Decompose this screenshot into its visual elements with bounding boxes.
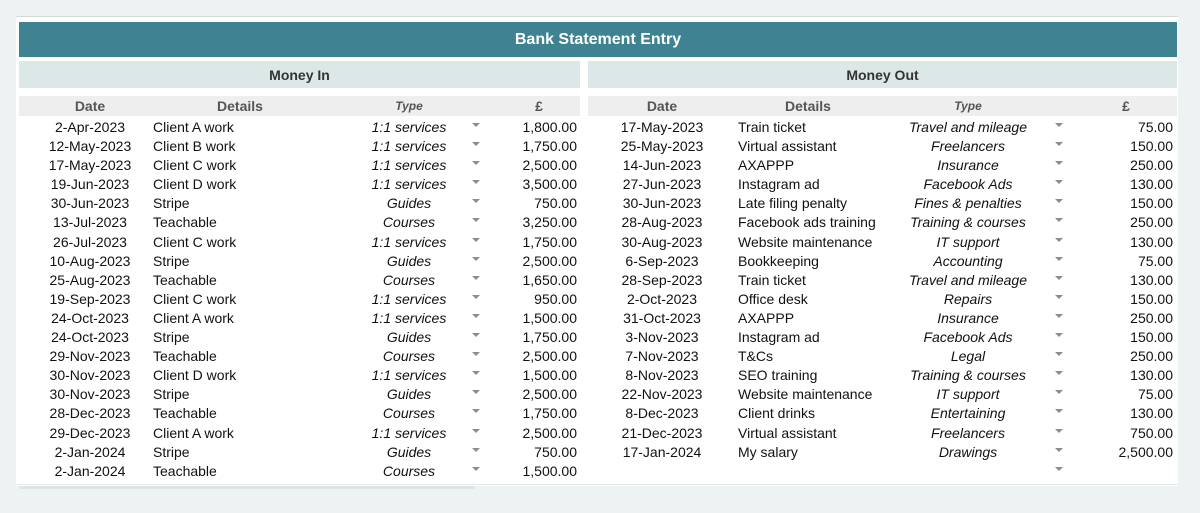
table-row[interactable]: [588, 156, 1177, 175]
table-row[interactable]: [19, 366, 580, 385]
table-row[interactable]: [19, 462, 580, 481]
date-cell[interactable]: 17-Jan-2024: [622, 443, 702, 460]
dropdown-arrow-icon[interactable]: [472, 314, 480, 318]
details-cell[interactable]: Teachable: [153, 271, 217, 288]
type-dropdown-cell[interactable]: 1:1 services: [371, 176, 447, 193]
horizontal-scrollbar[interactable]: [19, 486, 475, 489]
table-row[interactable]: [588, 366, 1177, 385]
details-cell[interactable]: Office desk: [738, 290, 808, 307]
type-dropdown-cell[interactable]: 1:1 services: [371, 309, 447, 326]
type-dropdown-cell[interactable]: Drawings: [938, 443, 998, 460]
amount-cell[interactable]: 2,500.00: [522, 157, 577, 174]
type-dropdown-cell[interactable]: Accounting: [933, 252, 1003, 269]
date-cell[interactable]: 28-Dec-2023: [49, 405, 131, 422]
date-cell[interactable]: 19-Sep-2023: [49, 290, 131, 307]
date-cell[interactable]: 29-Nov-2023: [49, 348, 131, 365]
dropdown-arrow-icon[interactable]: [472, 409, 480, 413]
details-cell[interactable]: Instagram ad: [738, 329, 820, 346]
type-dropdown-cell[interactable]: Legal: [950, 348, 986, 365]
dropdown-arrow-icon[interactable]: [1055, 257, 1063, 261]
details-cell[interactable]: SEO training: [738, 367, 818, 384]
dropdown-arrow-icon[interactable]: [472, 371, 480, 375]
details-cell[interactable]: Client C work: [153, 290, 237, 307]
type-dropdown-cell[interactable]: Freelancers: [931, 138, 1005, 155]
details-cell[interactable]: Stripe: [153, 443, 190, 460]
dropdown-arrow-icon[interactable]: [1055, 314, 1063, 318]
type-dropdown-cell[interactable]: Entertaining: [930, 405, 1006, 422]
dropdown-arrow-icon[interactable]: [1055, 333, 1063, 337]
details-cell[interactable]: Stripe: [153, 195, 190, 212]
dropdown-arrow-icon[interactable]: [472, 142, 480, 146]
details-cell[interactable]: Client C work: [153, 157, 237, 174]
date-cell[interactable]: 19-Jun-2023: [50, 176, 130, 193]
table-row[interactable]: [588, 443, 1177, 462]
details-cell[interactable]: Client A work: [153, 424, 234, 441]
table-row[interactable]: [588, 347, 1177, 366]
table-row[interactable]: [588, 290, 1177, 309]
details-cell[interactable]: AXAPPP: [738, 157, 795, 174]
dropdown-arrow-icon[interactable]: [472, 333, 480, 337]
type-dropdown-cell[interactable]: Freelancers: [931, 424, 1005, 441]
details-cell[interactable]: Train ticket: [738, 119, 806, 135]
date-cell[interactable]: 21-Dec-2023: [621, 424, 703, 441]
money-out-section-header: Money Out: [588, 61, 1177, 88]
amount-cell[interactable]: 1,500.00: [522, 367, 577, 384]
details-cell[interactable]: Website maintenance: [738, 386, 873, 403]
type-dropdown-cell[interactable]: Training & courses: [910, 214, 1026, 231]
column-header-type: Type: [395, 99, 423, 113]
date-cell[interactable]: 2-Jan-2024: [54, 462, 126, 479]
details-cell[interactable]: My salary: [738, 443, 798, 460]
amount-cell[interactable]: 1,750.00: [522, 329, 577, 346]
dropdown-arrow-icon[interactable]: [1055, 390, 1063, 394]
date-cell[interactable]: 10-Aug-2023: [49, 252, 131, 269]
table-row[interactable]: [588, 385, 1177, 404]
dropdown-arrow-icon[interactable]: [1055, 467, 1063, 471]
table-row[interactable]: [19, 424, 580, 443]
type-dropdown-cell[interactable]: Insurance: [937, 309, 999, 326]
table-row[interactable]: [588, 118, 1177, 137]
date-cell[interactable]: 24-Oct-2023: [51, 309, 129, 326]
table-row[interactable]: [588, 462, 1177, 481]
details-cell[interactable]: Stripe: [153, 329, 190, 346]
type-dropdown-cell[interactable]: 1:1 services: [371, 233, 447, 250]
amount-cell[interactable]: 150.00: [1130, 195, 1173, 212]
type-dropdown-cell[interactable]: Courses: [382, 271, 436, 288]
details-cell[interactable]: Stripe: [153, 386, 190, 403]
details-cell[interactable]: Bookkeeping: [738, 252, 819, 269]
details-cell[interactable]: Train ticket: [738, 271, 806, 288]
date-cell[interactable]: 25-Aug-2023: [49, 271, 131, 288]
date-cell[interactable]: 29-Dec-2023: [49, 424, 131, 441]
type-dropdown-cell[interactable]: Travel and mileage: [908, 271, 1028, 288]
details-cell[interactable]: Client A work: [153, 119, 234, 135]
type-dropdown-cell[interactable]: Courses: [382, 214, 436, 231]
table-row[interactable]: [19, 194, 580, 213]
dropdown-arrow-icon[interactable]: [1055, 218, 1063, 222]
table-row[interactable]: [588, 424, 1177, 443]
type-dropdown-cell[interactable]: Guides: [386, 252, 432, 269]
amount-cell[interactable]: 75.00: [1137, 252, 1173, 269]
date-cell[interactable]: 28-Aug-2023: [621, 214, 703, 231]
type-dropdown-cell[interactable]: Guides: [386, 195, 432, 212]
table-row[interactable]: [588, 252, 1177, 271]
type-dropdown-cell[interactable]: Travel and mileage: [908, 119, 1028, 135]
table-row[interactable]: [19, 175, 580, 194]
table-row[interactable]: [19, 252, 580, 271]
amount-cell[interactable]: 3,250.00: [522, 214, 577, 231]
column-header-date: Date: [646, 98, 678, 114]
date-cell[interactable]: 14-Jun-2023: [622, 157, 702, 174]
date-cell[interactable]: 7-Nov-2023: [625, 348, 699, 365]
date-cell[interactable]: 2-Jan-2024: [54, 443, 126, 460]
table-row[interactable]: [588, 194, 1177, 213]
type-dropdown-cell[interactable]: 1:1 services: [371, 119, 447, 135]
amount-cell[interactable]: 75.00: [1137, 386, 1173, 403]
amount-cell[interactable]: 130.00: [1130, 367, 1173, 384]
column-header-amount: £: [1122, 98, 1130, 114]
amount-cell[interactable]: 750.00: [534, 443, 577, 460]
sheet-bottom-border: [16, 484, 1178, 485]
table-row[interactable]: [19, 347, 580, 366]
details-cell[interactable]: Virtual assistant: [738, 138, 837, 155]
date-cell[interactable]: 25-May-2023: [620, 138, 704, 155]
dropdown-arrow-icon[interactable]: [1055, 180, 1063, 184]
amount-cell[interactable]: 150.00: [1130, 329, 1173, 346]
amount-cell[interactable]: 950.00: [534, 290, 577, 307]
money-in-section-header: Money In: [19, 61, 580, 88]
dropdown-arrow-icon[interactable]: [472, 161, 480, 165]
dropdown-arrow-icon[interactable]: [472, 199, 480, 203]
amount-cell[interactable]: 1,650.00: [522, 271, 577, 288]
type-dropdown-cell[interactable]: 1:1 services: [371, 424, 447, 441]
amount-cell[interactable]: 3,500.00: [522, 176, 577, 193]
type-dropdown-cell[interactable]: Guides: [386, 329, 432, 346]
table-row[interactable]: [19, 213, 580, 232]
type-dropdown-cell[interactable]: Training & courses: [910, 367, 1026, 384]
dropdown-arrow-icon[interactable]: [472, 257, 480, 261]
table-row[interactable]: [19, 118, 580, 137]
type-dropdown-cell[interactable]: Guides: [386, 386, 432, 403]
date-cell[interactable]: 3-Nov-2023: [625, 329, 699, 346]
dropdown-arrow-icon[interactable]: [472, 467, 480, 471]
type-dropdown-cell[interactable]: Courses: [382, 462, 436, 479]
date-cell[interactable]: 30-Nov-2023: [49, 386, 131, 403]
type-dropdown-cell[interactable]: Courses: [382, 405, 436, 422]
type-dropdown-cell[interactable]: IT support: [936, 386, 1000, 403]
amount-cell[interactable]: 1,500.00: [522, 462, 577, 479]
dropdown-arrow-icon[interactable]: [1055, 142, 1063, 146]
details-cell[interactable]: Facebook ads training: [738, 214, 876, 231]
dropdown-arrow-icon[interactable]: [1055, 161, 1063, 165]
dropdown-arrow-icon[interactable]: [1055, 429, 1063, 433]
dropdown-arrow-icon[interactable]: [472, 352, 480, 356]
type-dropdown-cell[interactable]: Facebook Ads: [923, 329, 1013, 346]
dropdown-arrow-icon[interactable]: [472, 429, 480, 433]
amount-cell[interactable]: 150.00: [1130, 138, 1173, 155]
sheet-title: Bank Statement Entry: [19, 22, 1177, 57]
type-dropdown-cell[interactable]: 1:1 services: [371, 290, 447, 307]
amount-cell[interactable]: 750.00: [1130, 424, 1173, 441]
dropdown-arrow-icon[interactable]: [1055, 123, 1063, 127]
amount-cell[interactable]: 1,750.00: [522, 233, 577, 250]
details-cell[interactable]: Late filing penalty: [738, 195, 847, 212]
money-in-table: [19, 118, 580, 481]
type-dropdown-cell[interactable]: Facebook Ads: [923, 176, 1013, 193]
dropdown-arrow-icon[interactable]: [472, 276, 480, 280]
column-header-date: Date: [74, 98, 106, 114]
details-cell[interactable]: Client C work: [153, 233, 237, 250]
date-cell[interactable]: 30-Nov-2023: [49, 367, 131, 384]
date-cell[interactable]: 12-May-2023: [48, 138, 132, 155]
type-dropdown-cell[interactable]: 1:1 services: [371, 367, 447, 384]
details-cell[interactable]: Website maintenance: [738, 233, 873, 250]
details-cell[interactable]: Teachable: [153, 462, 217, 479]
amount-cell[interactable]: 2,500.00: [522, 348, 577, 365]
table-row[interactable]: [588, 404, 1177, 423]
table-row[interactable]: [19, 309, 580, 328]
dropdown-arrow-icon[interactable]: [1055, 409, 1063, 413]
amount-cell[interactable]: 75.00: [1137, 119, 1173, 135]
amount-cell[interactable]: 750.00: [534, 195, 577, 212]
type-dropdown-cell[interactable]: 1:1 services: [371, 157, 447, 174]
amount-cell[interactable]: 2,500.00: [522, 424, 577, 441]
amount-cell[interactable]: 250.00: [1130, 214, 1173, 231]
amount-cell[interactable]: 250.00: [1130, 309, 1173, 326]
dropdown-arrow-icon[interactable]: [472, 448, 480, 452]
date-cell[interactable]: 17-May-2023: [48, 157, 132, 174]
table-row[interactable]: [588, 213, 1177, 232]
details-cell[interactable]: Teachable: [153, 405, 217, 422]
details-cell[interactable]: Client D work: [153, 367, 237, 384]
type-dropdown-cell[interactable]: 1:1 services: [371, 138, 447, 155]
date-cell[interactable]: 26-Jul-2023: [53, 233, 127, 250]
amount-cell[interactable]: 130.00: [1130, 233, 1173, 250]
date-cell[interactable]: 27-Jun-2023: [622, 176, 702, 193]
money-in-column-headers: [19, 96, 580, 116]
type-dropdown-cell[interactable]: Fines & penalties: [914, 195, 1022, 212]
table-row[interactable]: [19, 404, 580, 423]
amount-cell[interactable]: 2,500.00: [1118, 443, 1173, 460]
date-cell[interactable]: 6-Sep-2023: [625, 252, 699, 269]
table-row[interactable]: [19, 156, 580, 175]
amount-cell[interactable]: 250.00: [1130, 157, 1173, 174]
details-cell[interactable]: Teachable: [153, 348, 217, 365]
details-cell[interactable]: Teachable: [153, 214, 217, 231]
type-dropdown-cell[interactable]: Repairs: [943, 290, 993, 307]
details-cell[interactable]: Stripe: [153, 252, 190, 269]
details-cell[interactable]: Instagram ad: [738, 176, 820, 193]
money-out-column-headers: [588, 96, 1177, 116]
details-cell[interactable]: Client B work: [153, 138, 236, 155]
date-cell[interactable]: 13-Jul-2023: [53, 214, 127, 231]
dropdown-arrow-icon[interactable]: [472, 295, 480, 299]
table-row[interactable]: [588, 175, 1177, 194]
dropdown-arrow-icon[interactable]: [472, 218, 480, 222]
table-row[interactable]: [19, 290, 580, 309]
details-cell[interactable]: Virtual assistant: [738, 424, 837, 441]
table-row[interactable]: [19, 137, 580, 156]
details-cell[interactable]: Client A work: [153, 309, 234, 326]
date-cell[interactable]: 22-Nov-2023: [621, 386, 703, 403]
amount-cell[interactable]: 130.00: [1130, 405, 1173, 422]
amount-cell[interactable]: 1,750.00: [522, 405, 577, 422]
table-row[interactable]: [588, 233, 1177, 252]
date-cell[interactable]: 8-Dec-2023: [625, 405, 699, 422]
amount-cell[interactable]: 2,500.00: [522, 386, 577, 403]
money-out-table: [588, 118, 1177, 481]
table-row[interactable]: [588, 328, 1177, 347]
amount-cell[interactable]: 1,800.00: [522, 119, 577, 135]
column-header-details: Details: [217, 98, 263, 114]
date-cell[interactable]: 30-Jun-2023: [622, 195, 702, 212]
dropdown-arrow-icon[interactable]: [472, 390, 480, 394]
amount-cell[interactable]: 1,750.00: [522, 138, 577, 155]
details-cell[interactable]: Client drinks: [738, 405, 816, 422]
type-dropdown-cell[interactable]: Courses: [382, 348, 436, 365]
table-row[interactable]: [19, 443, 580, 462]
date-cell[interactable]: 30-Aug-2023: [621, 233, 703, 250]
column-header-details: Details: [785, 98, 831, 114]
dropdown-arrow-icon[interactable]: [1055, 276, 1063, 280]
dropdown-arrow-icon[interactable]: [1055, 199, 1063, 203]
date-cell[interactable]: 2-Oct-2023: [626, 290, 698, 307]
date-cell[interactable]: 8-Nov-2023: [625, 367, 699, 384]
date-cell[interactable]: 17-May-2023: [620, 119, 704, 135]
date-cell[interactable]: 28-Sep-2023: [621, 271, 703, 288]
table-row[interactable]: [588, 309, 1177, 328]
dropdown-arrow-icon[interactable]: [472, 238, 480, 242]
dropdown-arrow-icon[interactable]: [472, 123, 480, 127]
amount-cell[interactable]: 1,500.00: [522, 309, 577, 326]
dropdown-arrow-icon[interactable]: [1055, 371, 1063, 375]
dropdown-arrow-icon[interactable]: [1055, 448, 1063, 452]
column-header-type: Type: [954, 99, 982, 113]
dropdown-arrow-icon[interactable]: [1055, 295, 1063, 299]
amount-cell[interactable]: 2,500.00: [522, 252, 577, 269]
details-cell[interactable]: AXAPPP: [738, 309, 795, 326]
details-cell[interactable]: T&Cs: [738, 348, 773, 365]
date-cell[interactable]: 2-Apr-2023: [54, 119, 126, 135]
amount-cell[interactable]: 130.00: [1130, 271, 1173, 288]
details-cell[interactable]: Client D work: [153, 176, 237, 193]
dropdown-arrow-icon[interactable]: [1055, 352, 1063, 356]
type-dropdown-cell[interactable]: IT support: [936, 233, 1000, 250]
date-cell[interactable]: 24-Oct-2023: [51, 329, 129, 346]
amount-cell[interactable]: 150.00: [1130, 290, 1173, 307]
type-dropdown-cell[interactable]: Insurance: [937, 157, 999, 174]
table-row[interactable]: [19, 328, 580, 347]
amount-cell[interactable]: 250.00: [1130, 348, 1173, 365]
column-header-amount: £: [535, 98, 543, 114]
table-row[interactable]: [19, 233, 580, 252]
amount-cell[interactable]: 130.00: [1130, 176, 1173, 193]
table-row[interactable]: [19, 385, 580, 404]
table-row[interactable]: [588, 271, 1177, 290]
date-cell[interactable]: 30-Jun-2023: [50, 195, 130, 212]
dropdown-arrow-icon[interactable]: [1055, 238, 1063, 242]
table-row[interactable]: [588, 137, 1177, 156]
dropdown-arrow-icon[interactable]: [472, 180, 480, 184]
type-dropdown-cell[interactable]: Guides: [386, 443, 432, 460]
date-cell[interactable]: 31-Oct-2023: [623, 309, 701, 326]
table-row[interactable]: [19, 271, 580, 290]
